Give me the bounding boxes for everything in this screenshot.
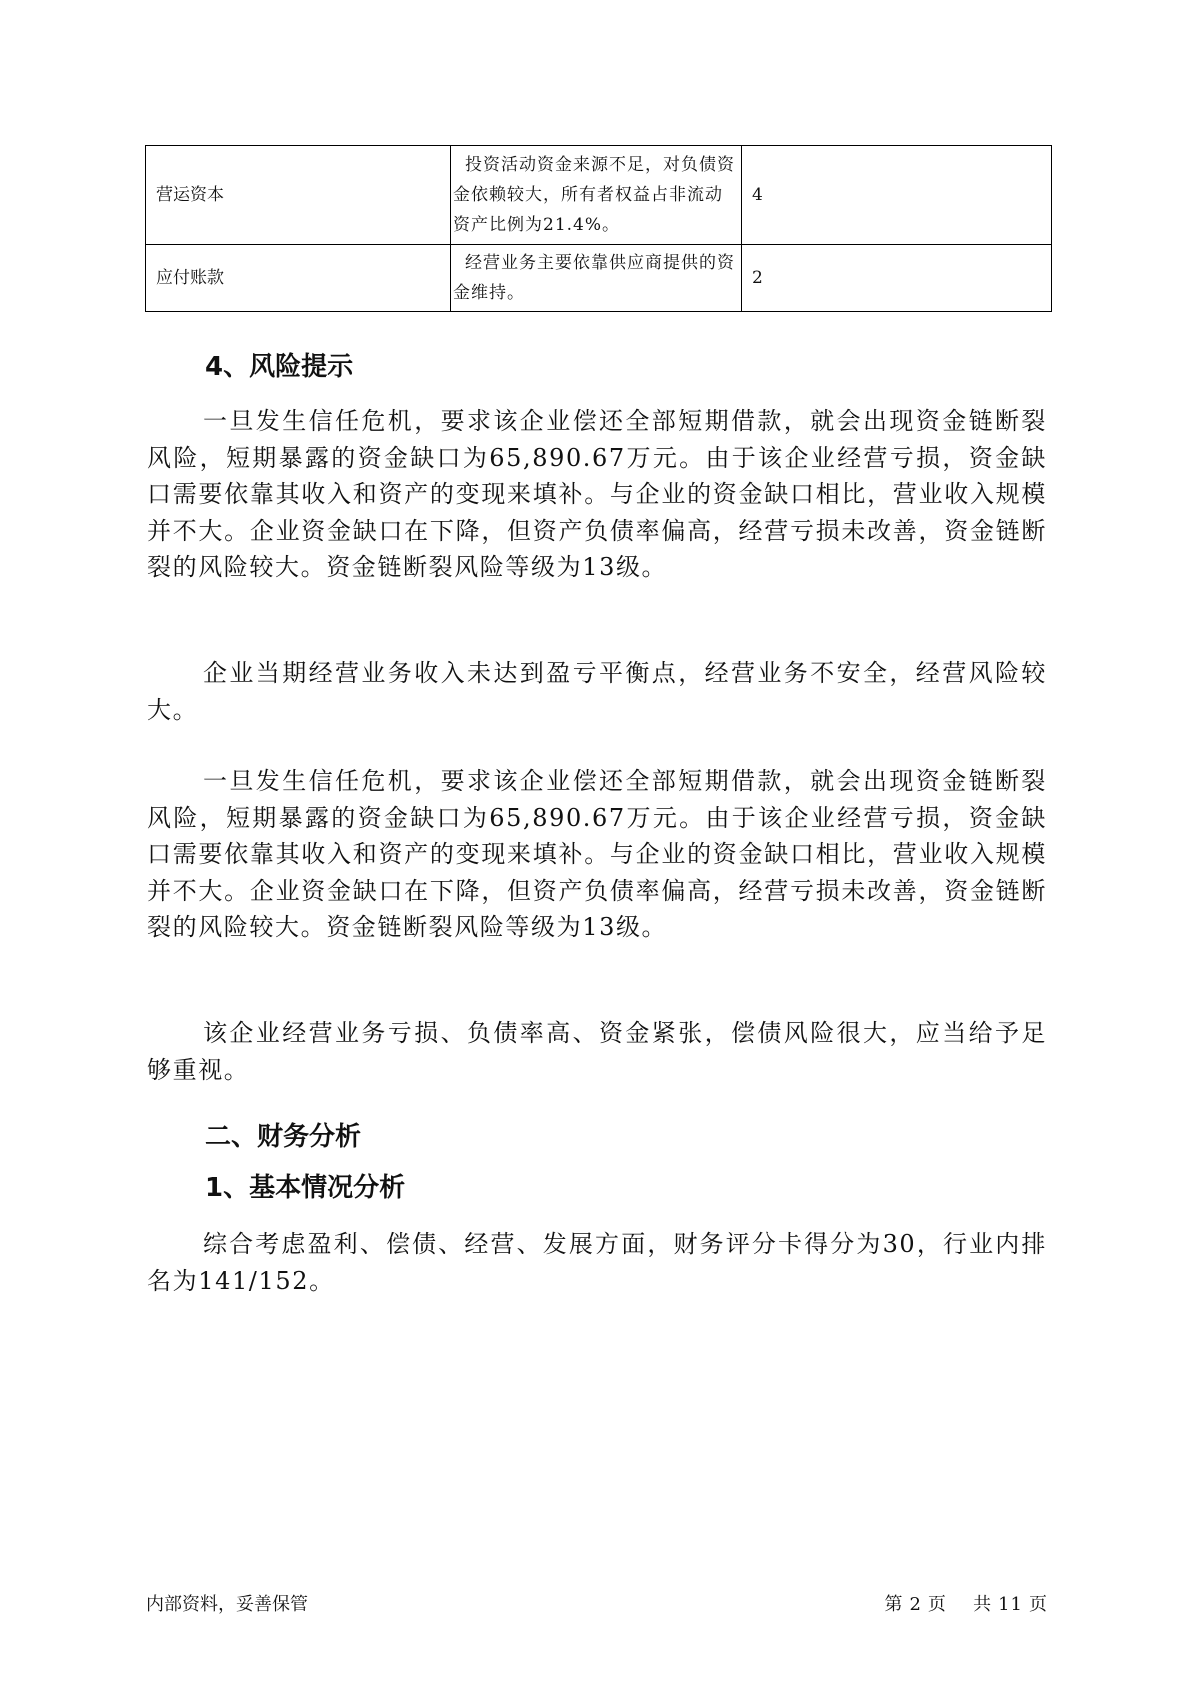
- risk-paragraph-3: [147, 763, 1047, 946]
- paragraph: 该企业经营业务亏损、负债率高、资金紧张，偿债风险很大，应当给予足够重视。: [147, 1019, 1047, 1084]
- page-prefix: 第: [884, 1594, 904, 1615]
- page-number: 2: [909, 1594, 922, 1615]
- footer-confidential-note: 内部资料，妥善保管: [146, 1594, 308, 1615]
- risk-paragraph-4: [147, 1015, 1047, 1088]
- finance-section: [147, 1117, 1047, 1157]
- description-text: 投资活动资金来源不足，对负债资金依赖较大，所有者权益占非流动资产比例为21.4%。: [453, 155, 735, 235]
- table-cell-description: [451, 245, 742, 312]
- table-cell-item: 营运资本: [146, 146, 451, 245]
- table-row: [146, 146, 1052, 245]
- total-prefix: 共: [973, 1594, 993, 1615]
- paragraph: 一旦发生信任危机，要求该企业偿还全部短期借款，就会出现资金链断裂风险，短期暴露的资金缺口为65,890.67万元。由于该企业经营亏损，资金缺口需要依靠其收入和资产的变现来填补。与企业的资金缺口相比，营业收入规模并不大。企业资金缺口在下降，但资产负债率偏高，经营亏损未改善，资金链断裂的风险较大。资金链断裂风险等级为13级。: [147, 407, 1047, 581]
- total-pages: 11: [998, 1594, 1023, 1615]
- risk-paragraph-1: [147, 403, 1047, 586]
- table-cell-level: 2: [742, 245, 1052, 312]
- finance-paragraph: [147, 1226, 1047, 1299]
- paragraph: 一旦发生信任危机，要求该企业偿还全部短期借款，就会出现资金链断裂风险，短期暴露的资金缺口为65,890.67万元。由于该企业经营亏损，资金缺口需要依靠其收入和资产的变现来填补。与企业的资金缺口相比，营业收入规模并不大。企业资金缺口在下降，但资产负债率偏高，经营亏损未改善，资金链断裂的风险较大。资金链断裂风险等级为13级。: [147, 767, 1047, 941]
- risk-paragraph-2: [147, 655, 1047, 728]
- section-heading-risk: 4、风险提示: [205, 352, 354, 382]
- subsection-heading-basic: 1、基本情况分析: [205, 1173, 406, 1203]
- total-unit: 页: [1029, 1594, 1048, 1615]
- footer-page-indicator: [881, 1590, 1051, 1616]
- paragraph: 企业当期经营业务收入未达到盈亏平衡点，经营业务不安全，经营风险较大。: [147, 659, 1047, 724]
- finance-subsection: [147, 1168, 1047, 1208]
- table-cell-level: 4: [742, 146, 1052, 245]
- description-text: 经营业务主要依靠供应商提供的资金维持。: [453, 253, 735, 303]
- paragraph: 综合考虑盈利、偿债、经营、发展方面，财务评分卡得分为30，行业内排名为141/152。: [147, 1230, 1047, 1295]
- table-cell-item: 应付账款: [146, 245, 451, 312]
- table-cell-description: [451, 146, 742, 245]
- section-heading-finance: 二、财务分析: [205, 1122, 362, 1152]
- table-row: [146, 245, 1052, 312]
- page-unit: 页: [927, 1594, 947, 1615]
- risk-section: [147, 347, 1047, 387]
- risk-indicator-table: [145, 145, 1052, 312]
